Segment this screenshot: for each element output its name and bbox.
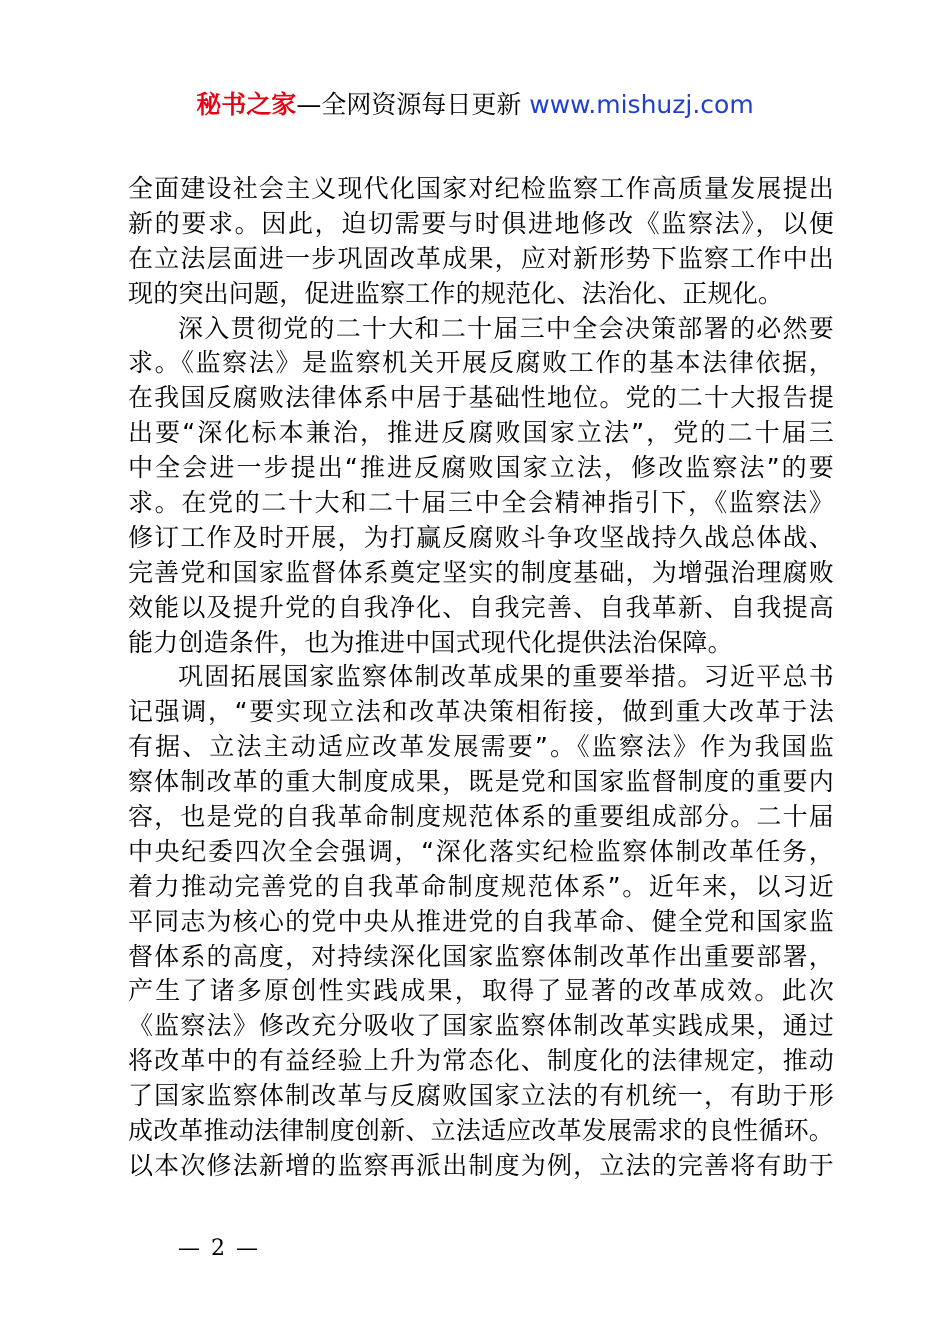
text-line: 将改革中的有益经验上升为常态化、制度化的法律规定，推动: [128, 1046, 834, 1076]
text-line: 《监察法》修改充分吸收了国家监察体制改革实践成果，通过: [128, 1011, 834, 1041]
brand-name: 秘书之家: [196, 90, 297, 119]
text-line: 全面建设社会主义现代化国家对纪检监察工作高质量发展提出: [128, 174, 834, 203]
text-line: 现的突出问题，促进监察工作的规范化、法治化、正规化。: [128, 278, 784, 308]
text-line: 成改革推动法律制度创新、立法适应改革发展需求的良性循环。: [128, 1116, 834, 1146]
text-line: 察体制改革的重大制度成果，既是党和国家监督制度的重要内: [128, 767, 834, 797]
text-line: 记强调，“要实现立法和改革决策相衔接，做到重大改革于法: [128, 697, 834, 727]
text-line: 有据、立法主动适应改革发展需要”。《监察法》作为我国监: [128, 732, 834, 762]
text-line: 督体系的高度，对持续深化国家监察体制改革作出重要部署，: [128, 941, 834, 971]
text-line: 容，也是党的自我革命制度规范体系的重要组成部分。二十届: [128, 802, 834, 832]
site-url-link[interactable]: www.mishuzj.com: [529, 90, 754, 119]
text-line: 中央纪委四次全会强调，“深化落实纪检监察体制改革任务，: [128, 836, 834, 866]
text-line: 修订工作及时开展，为打赢反腐败斗争攻坚战持久战总体战、: [128, 522, 834, 552]
text-line: 完善党和国家监督体系奠定坚实的制度基础，为增强治理腐败: [128, 557, 834, 587]
header-tagline: —全网资源每日更新: [296, 90, 530, 119]
text-line: 求。在党的二十大和二十届三中全会精神指引下，《监察法》: [128, 488, 834, 518]
site-header: [0, 88, 950, 122]
text-line: 产生了诸多原创性实践成果，取得了显著的改革成效。此次: [128, 976, 834, 1006]
text-line: 在我国反腐败法律体系中居于基础性地位。党的二十大报告提: [128, 383, 834, 413]
text-line: 效能以及提升党的自我净化、自我完善、自我革新、自我提高: [128, 592, 834, 622]
paragraph-first-line: 巩固拓展国家监察体制改革成果的重要举措。习近平总书: [178, 662, 834, 692]
text-line: 着力推动完善党的自我革命制度规范体系”。近年来，以习近: [128, 871, 834, 901]
text-line: 平同志为核心的党中央从推进党的自我革命、健全党和国家监: [128, 906, 834, 936]
text-line: 中全会进一步提出“推进反腐败国家立法，修改监察法”的要: [128, 453, 834, 483]
text-line: 求。《监察法》是监察机关开展反腐败工作的基本法律依据，: [128, 348, 834, 378]
text-line: 出要“深化标本兼治，推进反腐败国家立法”，党的二十届三: [128, 418, 834, 448]
text-line: 了国家监察体制改革与反腐败国家立法的有机统一，有助于形: [128, 1081, 834, 1111]
paragraph-first-line: 深入贯彻党的二十大和二十届三中全会决策部署的必然要: [178, 313, 834, 343]
text-line: 新的要求。因此，迫切需要与时俱进地修改《监察法》，以便: [128, 208, 834, 238]
page-number: — 2 —: [178, 1236, 260, 1261]
text-line: 以本次修法新增的监察再派出制度为例，立法的完善将有助于: [128, 1150, 834, 1180]
document-body: [128, 172, 834, 1184]
text-line: 在立法层面进一步巩固改革成果，应对新形势下监察工作中出: [128, 243, 834, 273]
text-line: 能力创造条件，也为推进中国式现代化提供法治保障。: [128, 627, 733, 657]
